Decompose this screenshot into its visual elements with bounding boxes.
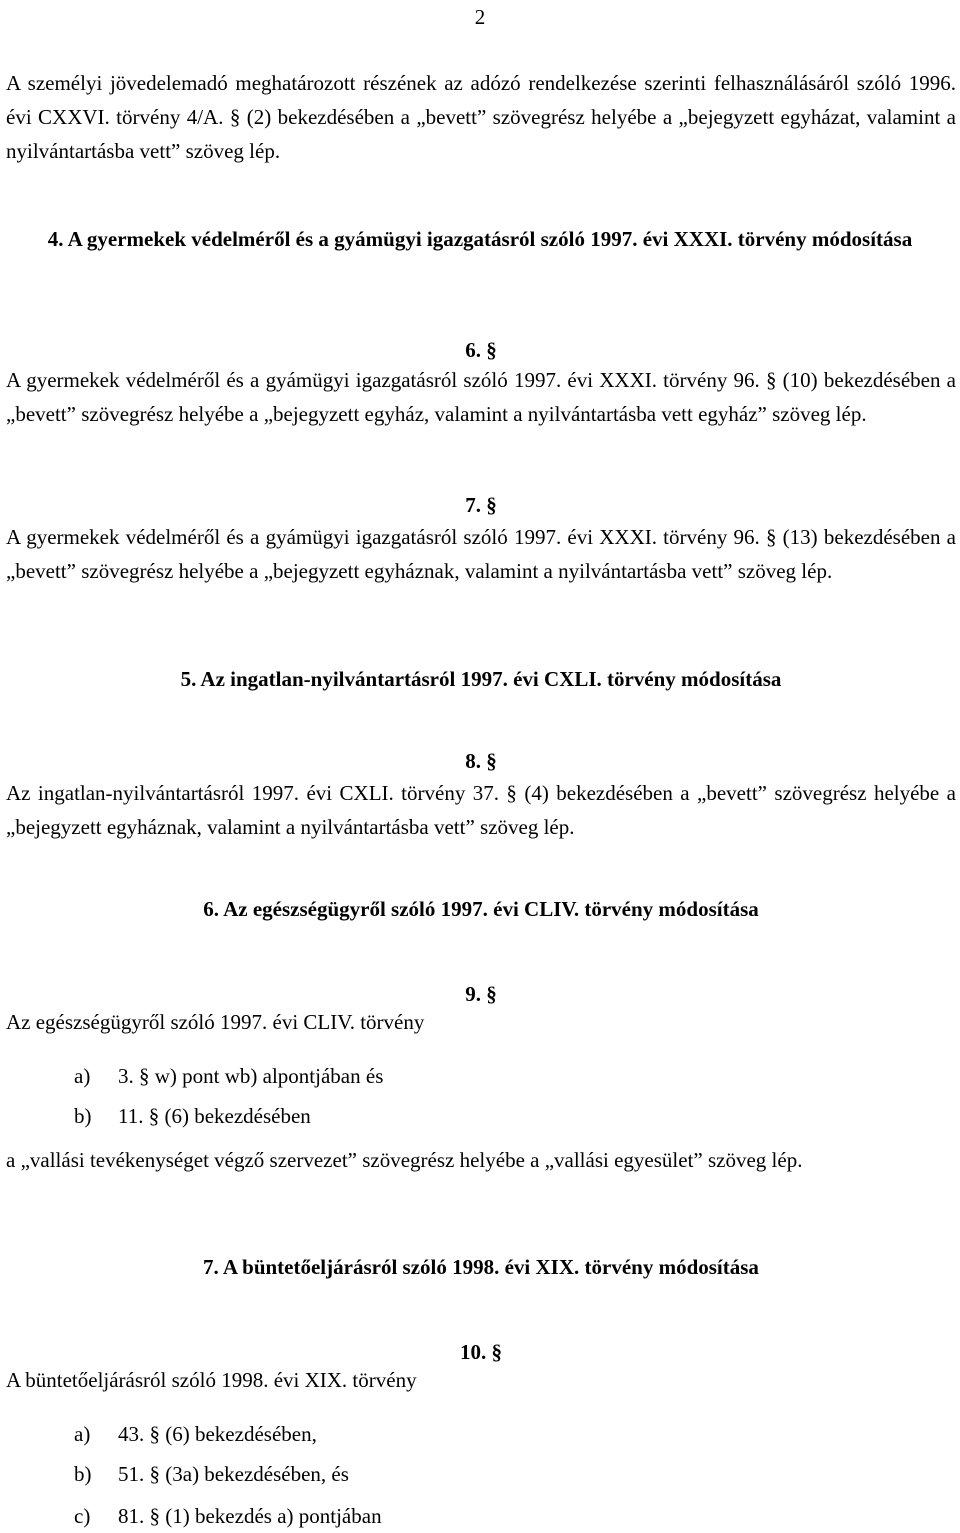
list-item-label: c)	[74, 1504, 91, 1528]
section-lead-9: Az egészségügyről szóló 1997. évi CLIV. törvény	[6, 1010, 425, 1034]
section-lead-10: A büntetőeljárásról szóló 1998. évi XIX. törvény	[6, 1368, 417, 1392]
list-item-label: a)	[74, 1064, 91, 1088]
section-tail-9: a „vallási tevékenységet végző szervezet” szövegrész helyébe a „vallási egyesület” szöveg lép.	[6, 1148, 803, 1172]
list-item-label: b)	[74, 1462, 92, 1486]
section-text-8: Az ingatlan-nyilvántartásról 1997. évi CXLI. törvény 37. § (4) bekezdésében a „bevett” szövegrész helyébe a „bejegyzett egyháznak, valamint a nyilvántartásba vett” szöveg lép.	[6, 781, 956, 839]
section-number-10: 10. §	[460, 1340, 502, 1364]
section-text-6: A gyermekek védelméről és a gyámügyi igazgatásról szóló 1997. évi XXXI. törvény 96. § (10) bekezdésében a „bevett” szövegrész helyébe a „bejegyzett egyház, valamint a nyilvántartásba vett egyház” szöveg lép.	[6, 368, 956, 426]
section-number-7: 7. §	[465, 493, 497, 517]
list-item-text: 3. § w) pont wb) alpontjában és	[118, 1064, 384, 1088]
page-number: 2	[474, 5, 486, 29]
list-item	[74, 1099, 311, 1133]
section-heading-6: 6. Az egészségügyről szóló 1997. évi CLIV. törvény módosítása	[203, 897, 759, 921]
list-item-text: 81. § (1) bekezdés a) pontjában	[118, 1504, 382, 1528]
section-text-7: A gyermekek védelméről és a gyámügyi igazgatásról szóló 1997. évi XXXI. törvény 96. § (13) bekezdésében a „bevett” szövegrész helyébe a „bejegyzett egyháznak, valamint a nyilvántartásba vett” szöveg lép.	[6, 525, 956, 583]
list-item-text: 43. § (6) bekezdésében,	[118, 1422, 317, 1446]
list-item	[74, 1499, 382, 1533]
list-item-label: a)	[74, 1422, 91, 1446]
list-item	[74, 1457, 349, 1491]
list-item	[74, 1059, 383, 1093]
intro-paragraph: A személyi jövedelemadó meghatározott részének az adózó rendelkezése szerinti felhasználásáról szóló 1996. évi CXXVI. törvény 4/A. § (2) bekezdésében a „bevett” szövegrész helyébe a „bejegyzett egyházat, valamint a nyilvántartásba vett” szöveg lép.	[6, 71, 956, 163]
list-item-text: 51. § (3a) bekezdésében, és	[118, 1462, 349, 1486]
section-number-8: 8. §	[465, 749, 497, 773]
list-item	[74, 1417, 317, 1451]
section-heading-5: 5. Az ingatlan-nyilvántartásról 1997. évi CXLI. törvény módosítása	[180, 667, 782, 691]
list-item-label: b)	[74, 1104, 92, 1128]
section-number-9: 9. §	[465, 982, 497, 1006]
section-heading-4: 4. A gyermekek védelméről és a gyámügyi igazgatásról szóló 1997. évi XXXI. törvény módosítása	[47, 227, 913, 251]
section-number-6: 6. §	[465, 338, 497, 362]
section-heading-7: 7. A büntetőeljárásról szóló 1998. évi XIX. törvény módosítása	[203, 1255, 759, 1279]
list-item-text: 11. § (6) bekezdésében	[118, 1104, 311, 1128]
